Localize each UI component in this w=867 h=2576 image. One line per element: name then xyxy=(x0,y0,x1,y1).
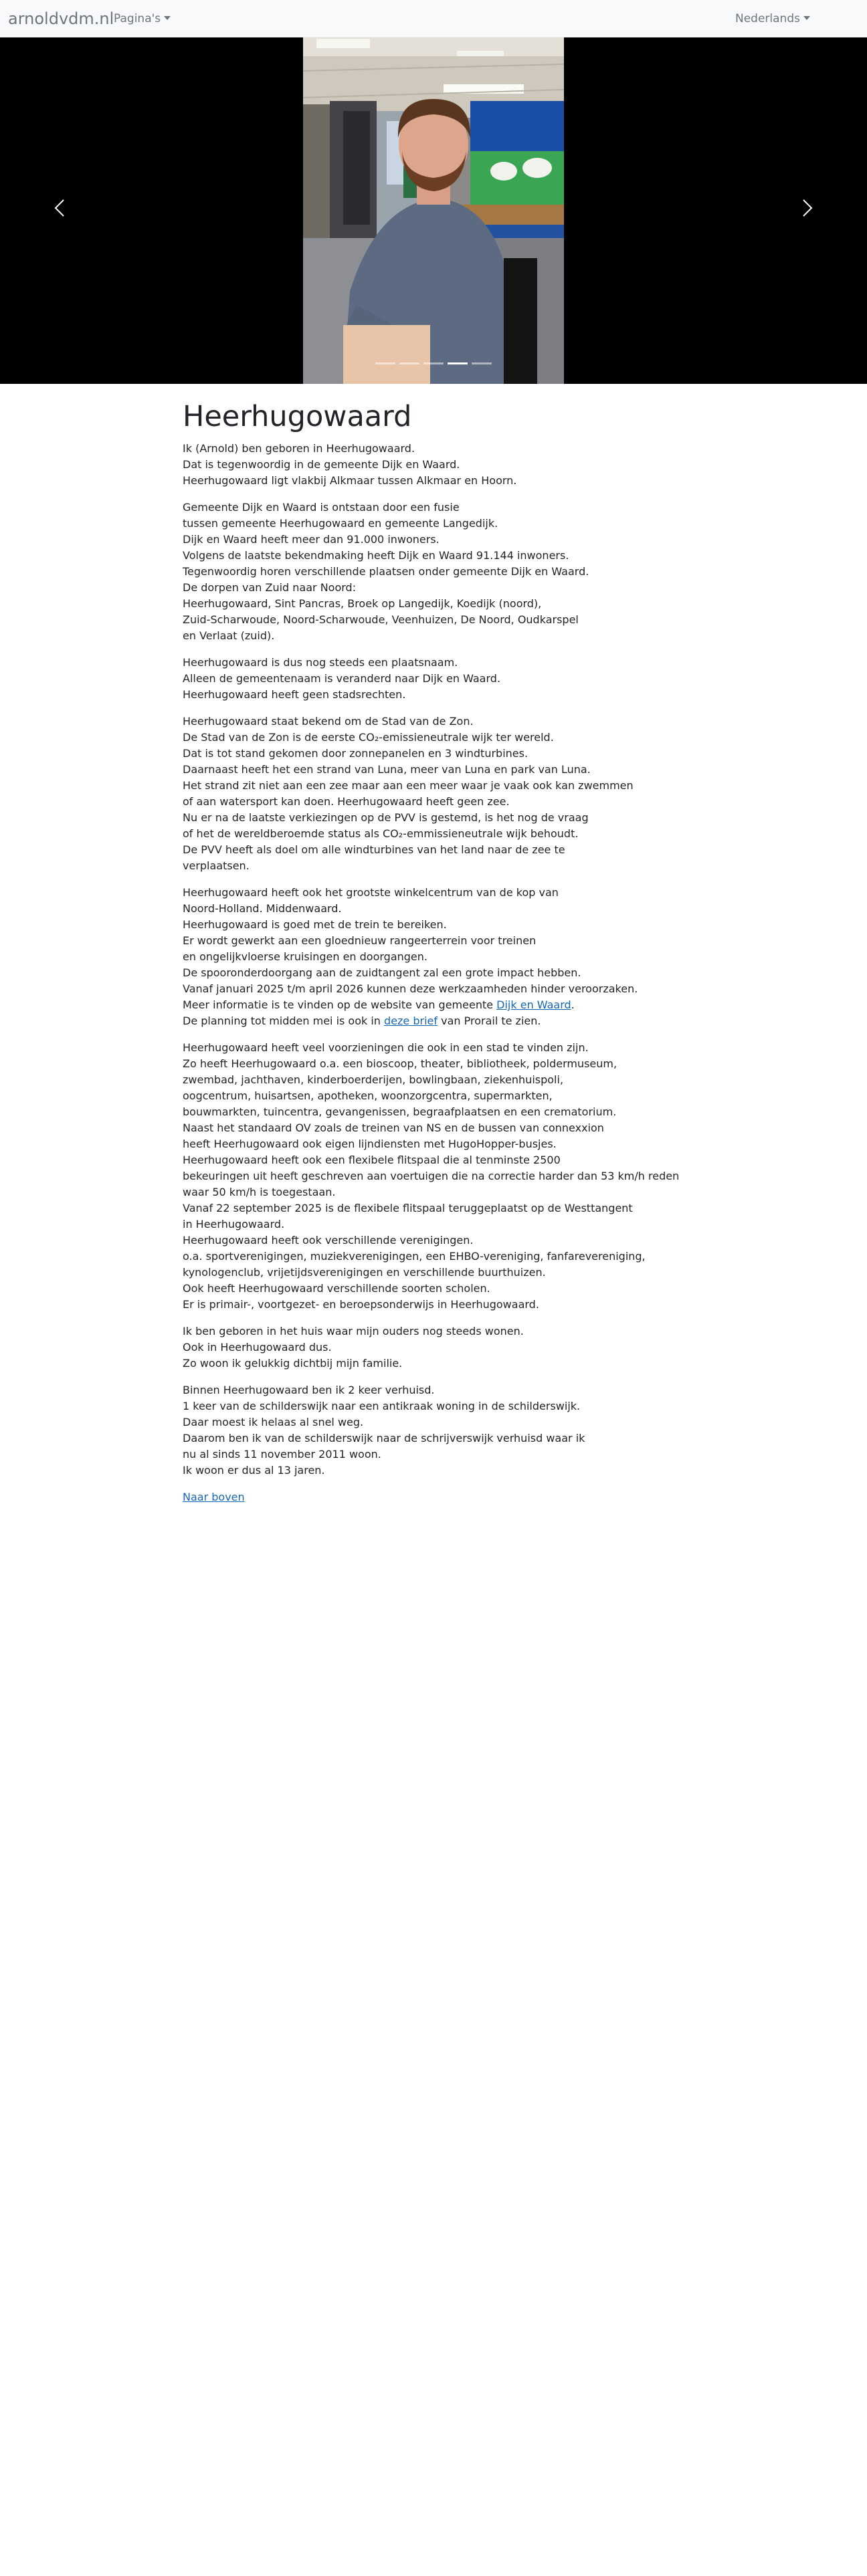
text-line: waar 50 km/h is toegestaan. xyxy=(183,1186,336,1198)
text-line: Nu er na de laatste verkiezingen op de PVV is gestemd, is het nog de vraag xyxy=(183,811,589,824)
text-line: of aan watersport kan doen. Heerhugowaard heeft geen zee. xyxy=(183,795,510,808)
navbar xyxy=(0,0,867,37)
text-line: heeft Heerhugowaard ook eigen lijndiensten met HugoHopper-busjes. xyxy=(183,1138,557,1150)
text-line: Ook in Heerhugowaard dus. xyxy=(183,1341,332,1354)
text-line: Heerhugowaard ligt vlakbij Alkmaar tussen Alkmaar en Hoorn. xyxy=(183,474,517,487)
pages-dropdown-label: Pagina's xyxy=(114,12,161,25)
text-line: Dijk en Waard heeft meer dan 91.000 inwoners. xyxy=(183,533,440,546)
main-content xyxy=(183,399,691,1516)
back-to-top-paragraph xyxy=(183,1489,691,1505)
carousel-next-button[interactable] xyxy=(747,37,867,384)
carousel-indicators xyxy=(0,362,867,368)
text-line: Dat is tegenwoordig in de gemeente Dijk en Waard. xyxy=(183,458,460,471)
text-line: Naast het standaard OV zoals de treinen van NS en de bussen van connexxion xyxy=(183,1121,604,1134)
text-line: 1 keer van de schilderswijk naar een antikraak woning in de schilderswijk. xyxy=(183,1400,581,1412)
language-dropdown-label: Nederlands xyxy=(735,12,800,25)
text-line: Alleen de gemeentenaam is veranderd naar Dijk en Waard. xyxy=(183,672,501,685)
text-line: en Verlaat (zuid). xyxy=(183,629,275,642)
text-line: Daarnaast heeft het een strand van Luna, meer van Luna en park van Luna. xyxy=(183,763,591,776)
text-line: De Stad van de Zon is de eerste CO₂-emissieneutrale wijk ter wereld. xyxy=(183,731,554,744)
text-line: Vanaf 22 september 2025 is de flexibele flitspaal teruggeplaatst op de Westtangent xyxy=(183,1202,633,1214)
prorail-letter-link[interactable]: deze brief xyxy=(384,1014,438,1027)
paragraph-facilities xyxy=(183,1040,691,1313)
text-line: Heerhugowaard heeft ook een flexibele flitspaal die al tenminste 2500 xyxy=(183,1154,561,1166)
carousel-indicator[interactable] xyxy=(375,362,395,364)
text-line: Dat is tot stand gekomen door zonnepanelen en 3 windturbines. xyxy=(183,747,528,760)
portrait-photo-illustration xyxy=(303,37,564,384)
language-dropdown[interactable] xyxy=(735,11,810,26)
paragraph-placename xyxy=(183,655,691,703)
text-line: Heerhugowaard heeft ook het grootste winkelcentrum van de kop van xyxy=(183,886,559,899)
chevron-right-icon xyxy=(797,198,817,218)
text-line: Heerhugowaard heeft geen stadsrechten. xyxy=(183,688,406,701)
text-line: Daar moest ik helaas al snel weg. xyxy=(183,1416,364,1428)
text-line: Tegenwoordig horen verschillende plaatsen onder gemeente Dijk en Waard. xyxy=(183,565,589,578)
text-line: Heerhugowaard, Sint Pancras, Broek op Langedijk, Koedijk (noord), xyxy=(183,597,542,610)
photo-carousel xyxy=(0,37,867,384)
more-info-line xyxy=(183,997,691,1013)
text-line: Ik (Arnold) ben geboren in Heerhugowaard. xyxy=(183,442,415,455)
paragraph-intro xyxy=(183,441,691,489)
text-line: Het strand zit niet aan een zee maar aan een meer waar je vaak ook kan zwemmen xyxy=(183,779,634,792)
text-line: Zuid-Scharwoude, Noord-Scharwoude, Veenhuizen, De Noord, Oudkarspel xyxy=(183,613,579,626)
planning-line xyxy=(183,1013,691,1029)
text-line: Noord-Holland. Middenwaard. xyxy=(183,902,342,915)
text-line: verplaatsen. xyxy=(183,859,250,872)
text-line: Vanaf januari 2025 t/m april 2026 kunnen deze werkzaamheden hinder veroorzaken. xyxy=(183,982,638,995)
text-line: Zo woon ik gelukkig dichtbij mijn familie. xyxy=(183,1357,403,1370)
text-line: of het de wereldberoemde status als CO₂-emmissieneutrale wijk behoudt. xyxy=(183,827,579,840)
paragraph-birth-house xyxy=(183,1323,691,1372)
text-line: Heerhugowaard heeft veel voorzieningen die ook in een stad te vinden zijn. xyxy=(183,1041,589,1054)
text-line: oogcentrum, huisartsen, apotheken, woonzorgcentra, supermarkten, xyxy=(183,1089,553,1102)
dijk-en-waard-link[interactable]: Dijk en Waard xyxy=(496,998,571,1011)
paragraph-shopping-and-rail xyxy=(183,885,691,1029)
chevron-left-icon xyxy=(50,198,70,218)
text-line: De PVV heeft als doel om alle windturbines van het land naar de zee te xyxy=(183,843,565,856)
more-info-end: . xyxy=(571,998,575,1011)
carousel-prev-button[interactable] xyxy=(0,37,120,384)
caret-down-icon xyxy=(164,16,171,20)
caret-down-icon xyxy=(803,16,810,20)
text-line: De dorpen van Zuid naar Noord: xyxy=(183,581,357,594)
paragraph-city-of-sun xyxy=(183,714,691,874)
text-line: Daarom ben ik van de schilderswijk naar de schrijverswijk verhuisd waar ik xyxy=(183,1432,585,1444)
carousel-indicator[interactable] xyxy=(399,362,419,364)
text-line: Volgens de laatste bekendmaking heeft Dijk en Waard 91.144 inwoners. xyxy=(183,549,569,562)
carousel-indicator[interactable] xyxy=(423,362,444,364)
text-line: o.a. sportverenigingen, muziekverenigingen, een EHBO-vereniging, fanfarevereniging, xyxy=(183,1250,646,1263)
text-line: Zo heeft Heerhugowaard o.a. een bioscoop, theater, bibliotheek, poldermuseum, xyxy=(183,1057,617,1070)
more-info-text: Meer informatie is te vinden op de website van gemeente xyxy=(183,998,497,1011)
text-line: zwembad, jachthaven, kinderboerderijen, bowlingbaan, ziekenhuispoli, xyxy=(183,1073,564,1086)
pages-dropdown[interactable] xyxy=(114,11,171,26)
text-line: Heerhugowaard is goed met de trein te bereiken. xyxy=(183,918,447,931)
text-line: nu al sinds 11 november 2011 woon. xyxy=(183,1448,381,1461)
text-line: in Heerhugowaard. xyxy=(183,1218,285,1230)
text-line: Heerhugowaard heeft ook verschillende verenigingen. xyxy=(183,1234,474,1247)
text-line: tussen gemeente Heerhugowaard en gemeente Langedijk. xyxy=(183,517,498,530)
text-line: Binnen Heerhugowaard ben ik 2 keer verhuisd. xyxy=(183,1384,435,1396)
text-line: kynologenclub, vrijetijdsverenigingen en verschillende buurthuizen. xyxy=(183,1266,546,1279)
carousel-indicator[interactable] xyxy=(472,362,492,364)
text-line: Heerhugowaard is dus nog steeds een plaatsnaam. xyxy=(183,656,458,669)
text-line: Ook heeft Heerhugowaard verschillende soorten scholen. xyxy=(183,1282,490,1295)
text-line: Gemeente Dijk en Waard is ontstaan door een fusie xyxy=(183,501,460,514)
planning-end: van Prorail te zien. xyxy=(438,1014,541,1027)
text-line: Er is primair-, voortgezet- en beroepsonderwijs in Heerhugowaard. xyxy=(183,1298,539,1311)
paragraph-municipality xyxy=(183,500,691,644)
text-line: Heerhugowaard staat bekend om de Stad van de Zon. xyxy=(183,715,474,728)
text-line: Er wordt gewerkt aan een gloednieuw rangeerterrein voor treinen xyxy=(183,934,537,947)
brand-link[interactable]: arnoldvdm.nl xyxy=(8,9,114,28)
back-to-top-link[interactable]: Naar boven xyxy=(183,1491,245,1503)
text-line: Ik woon er dus al 13 jaren. xyxy=(183,1464,325,1477)
planning-text: De planning tot midden mei is ook in xyxy=(183,1014,385,1027)
page-title: Heerhugowaard xyxy=(183,400,412,433)
text-line: Ik ben geboren in het huis waar mijn ouders nog steeds wonen. xyxy=(183,1325,524,1337)
carousel-indicator[interactable] xyxy=(448,362,468,364)
text-line: bouwmarkten, tuincentra, gevangenissen, begraafplaatsen en een crematorium. xyxy=(183,1105,617,1118)
paragraph-rail-lines xyxy=(183,885,691,997)
text-line: en ongelijkvloerse kruisingen en doorgangen. xyxy=(183,950,427,963)
text-line: De spooronderdoorgang aan de zuidtangent zal een grote impact hebben. xyxy=(183,966,581,979)
text-line: bekeuringen uit heeft geschreven aan voertuigen die na correctie harder dan 53 km/h reden xyxy=(183,1170,680,1182)
carousel-photo xyxy=(303,37,564,384)
paragraph-moves xyxy=(183,1382,691,1479)
